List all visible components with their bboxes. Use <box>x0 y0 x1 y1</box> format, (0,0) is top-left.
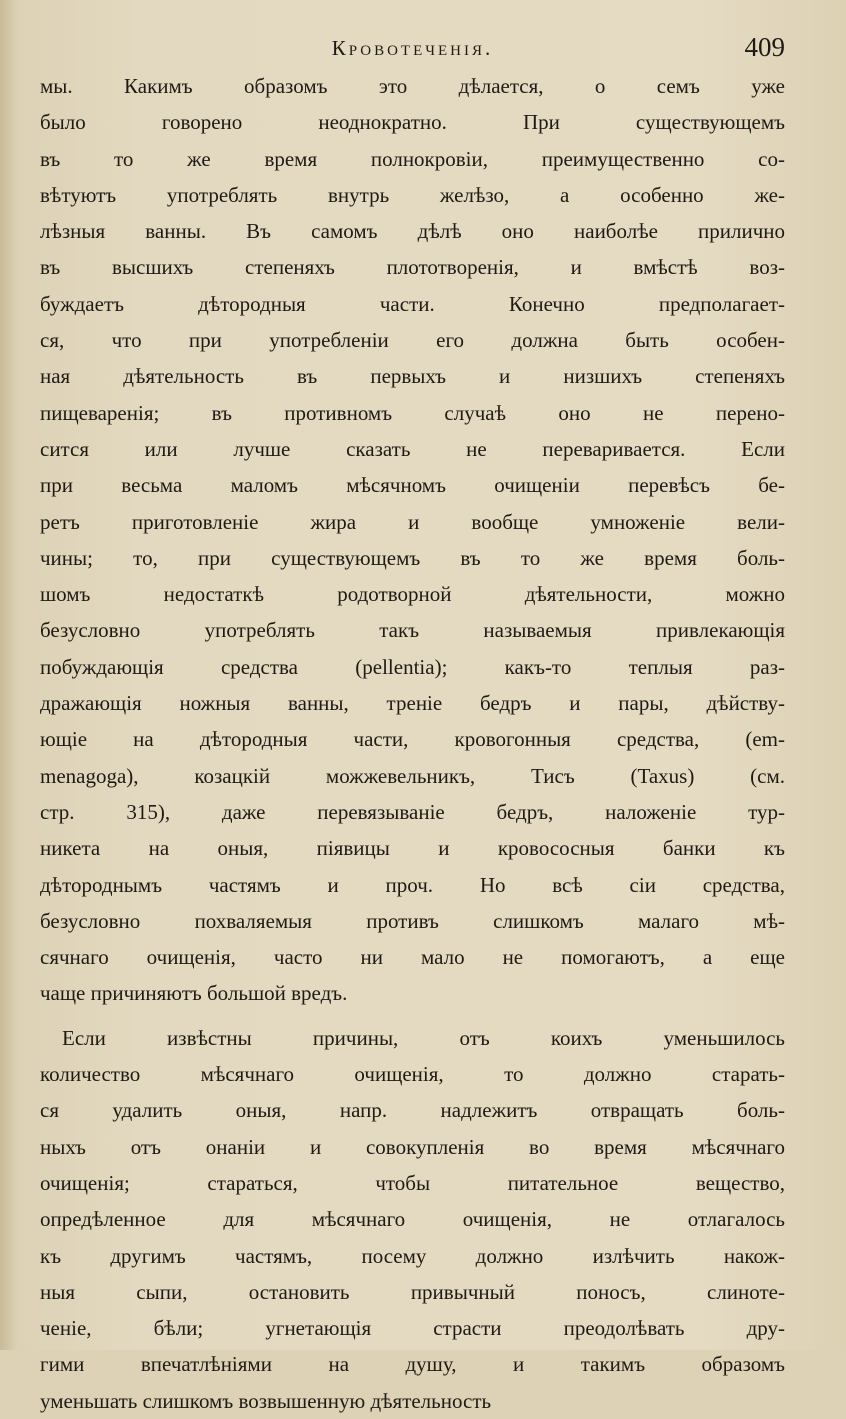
page-number: 409 <box>744 32 785 62</box>
text-line: ныя сыпи, остановить привычный поносъ, слинотe- <box>40 1279 785 1304</box>
text-line: было говорено неоднократно. При существующемъ <box>40 110 785 135</box>
text-line: гими впечатлѣніями на душу, и такимъ образомъ <box>40 1352 785 1377</box>
text-line: чаще причиняютъ большой вредъ. <box>40 981 348 1006</box>
text-line: ная дѣятельность въ первыхъ и низшихъ степеняхъ <box>40 364 785 389</box>
text-line: сится или лучше сказать не переваривается. Если <box>40 436 785 461</box>
text-line: ченіе, бѣли; угнетающія страсти преодолѣвать дру- <box>40 1316 785 1341</box>
text-line: сячнаго очищенія, часто ни мало не помогаютъ, а еще <box>40 945 785 970</box>
text-line: пищеваренія; въ противномъ случаѣ оно не перено- <box>40 400 785 425</box>
text-line: уменьшать слишкомъ возвышенную дѣятельность <box>40 1388 492 1413</box>
text-line: шомъ недостаткѣ родотворной дѣятельности, можно <box>40 582 785 607</box>
text-line: ныхъ отъ онаніи и совокупленія во время мѣсячнаго <box>40 1134 785 1159</box>
text-line: опредѣленное для мѣсячнаго очищенія, не отлагалось <box>40 1207 785 1232</box>
text-line: дѣтороднымъ частямъ и проч. Но всѣ сіи средства, <box>40 872 785 897</box>
text-line: мы. Какимъ образомъ это дѣлается, о семъ уже <box>40 74 785 98</box>
text-line: количество мѣсячнаго очищенія, то должно старать- <box>40 1062 785 1087</box>
text-line: ющіе на дѣтородныя части, кровогонныя средства, (em- <box>40 727 785 752</box>
text-line: ся, что при употребленіи его должна быть особен- <box>40 328 785 353</box>
page-header <box>40 32 785 68</box>
text-line: безусловно похваляемыя противъ слишкомъ малаго мѣ- <box>40 908 785 933</box>
text-line: ретъ приготовленіе жира и вообще умноженіе вели- <box>40 509 785 534</box>
text-line: дражающія ножныя ванны, треніе бедръ и пары, дѣйству- <box>40 691 785 716</box>
text-line: очищенія; стараться, чтобы питательное вещество, <box>40 1170 785 1195</box>
text-line: menagoga), козацкій можжевельникъ, Тисъ (Taxus) (см. <box>40 763 785 788</box>
text-line: ся удалить оныя, напр. надлежитъ отвращать боль- <box>40 1098 785 1123</box>
text-line: лѣзныя ванны. Въ самомъ дѣлѣ оно наиболѣе прилично <box>40 219 785 244</box>
body-text <box>40 68 785 1419</box>
text-line: вѣтуютъ употреблять внутрь желѣзо, а особенно же- <box>40 182 785 207</box>
text-line: Если извѣстны причины, отъ коихъ уменьшилось <box>62 1025 785 1050</box>
running-head: Кровотеченія. <box>331 36 494 60</box>
text-line: при весьма маломъ мѣсячномъ очищеніи перевѣсъ бе- <box>40 473 785 498</box>
text-line: побуждающія средства (pellentia); какъ-то теплыя раз- <box>40 654 785 679</box>
text-line: въ то же время полнокровіи, преимущественно со- <box>40 146 785 171</box>
paragraph-spacer <box>40 1012 785 1020</box>
text-line: стр. 315), даже перевязываніе бедръ, наложеніе тур- <box>40 799 785 824</box>
text-line: къ другимъ частямъ, посему должно излѣчить накож- <box>40 1243 785 1268</box>
text-line: буждаетъ дѣтородныя части. Конечно предполагает- <box>40 291 785 316</box>
text-line: чины; то, при существующемъ въ то же время боль- <box>40 545 785 570</box>
text-line: безусловно употреблять такъ называемыя привлекающія <box>40 618 785 643</box>
text-line: никета на оныя, піявицы и кровососныя банки къ <box>40 836 785 861</box>
text-line: въ высшихъ степеняхъ плототворенія, и вмѣстѣ воз- <box>40 255 785 280</box>
